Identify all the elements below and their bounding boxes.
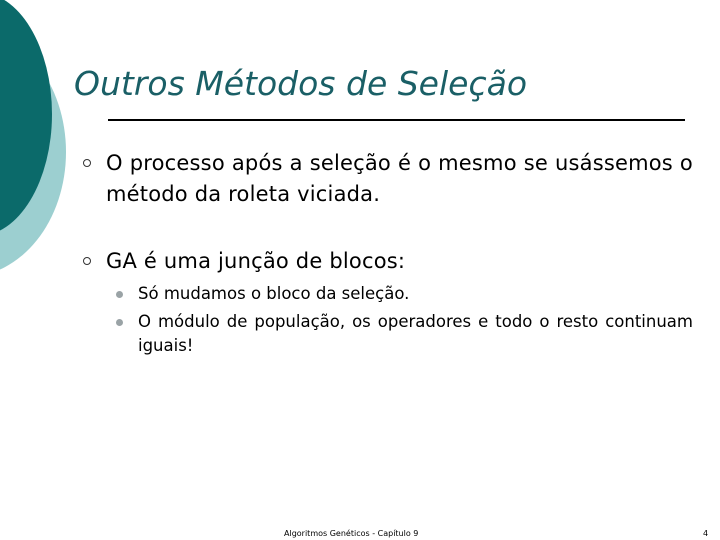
sub-bullet-item <box>116 310 693 358</box>
title-underline <box>108 119 685 121</box>
page-number: 4 <box>703 529 709 538</box>
filled-dot-bullet-icon <box>116 291 123 298</box>
slide-title: Outros Métodos de Seleção <box>74 64 528 103</box>
hollow-circle-bullet-icon <box>83 159 91 167</box>
bullet-item <box>83 148 693 210</box>
filled-dot-bullet-icon <box>116 319 123 326</box>
bullet-text: O processo após a seleção é o mesmo se usássemos o método da roleta viciada. <box>106 151 693 206</box>
sub-bullet-text: O módulo de população, os operadores e todo o resto continuam iguais! <box>138 312 693 355</box>
sub-bullet-item <box>116 282 693 306</box>
sub-bullet-text: Só mudamos o bloco da seleção. <box>138 284 410 303</box>
hollow-circle-bullet-icon <box>83 257 91 265</box>
footer-caption: Algoritmos Genéticos - Capítulo 9 <box>284 529 419 538</box>
bullet-item <box>83 246 693 277</box>
bullet-text: GA é uma junção de blocos: <box>106 249 406 273</box>
